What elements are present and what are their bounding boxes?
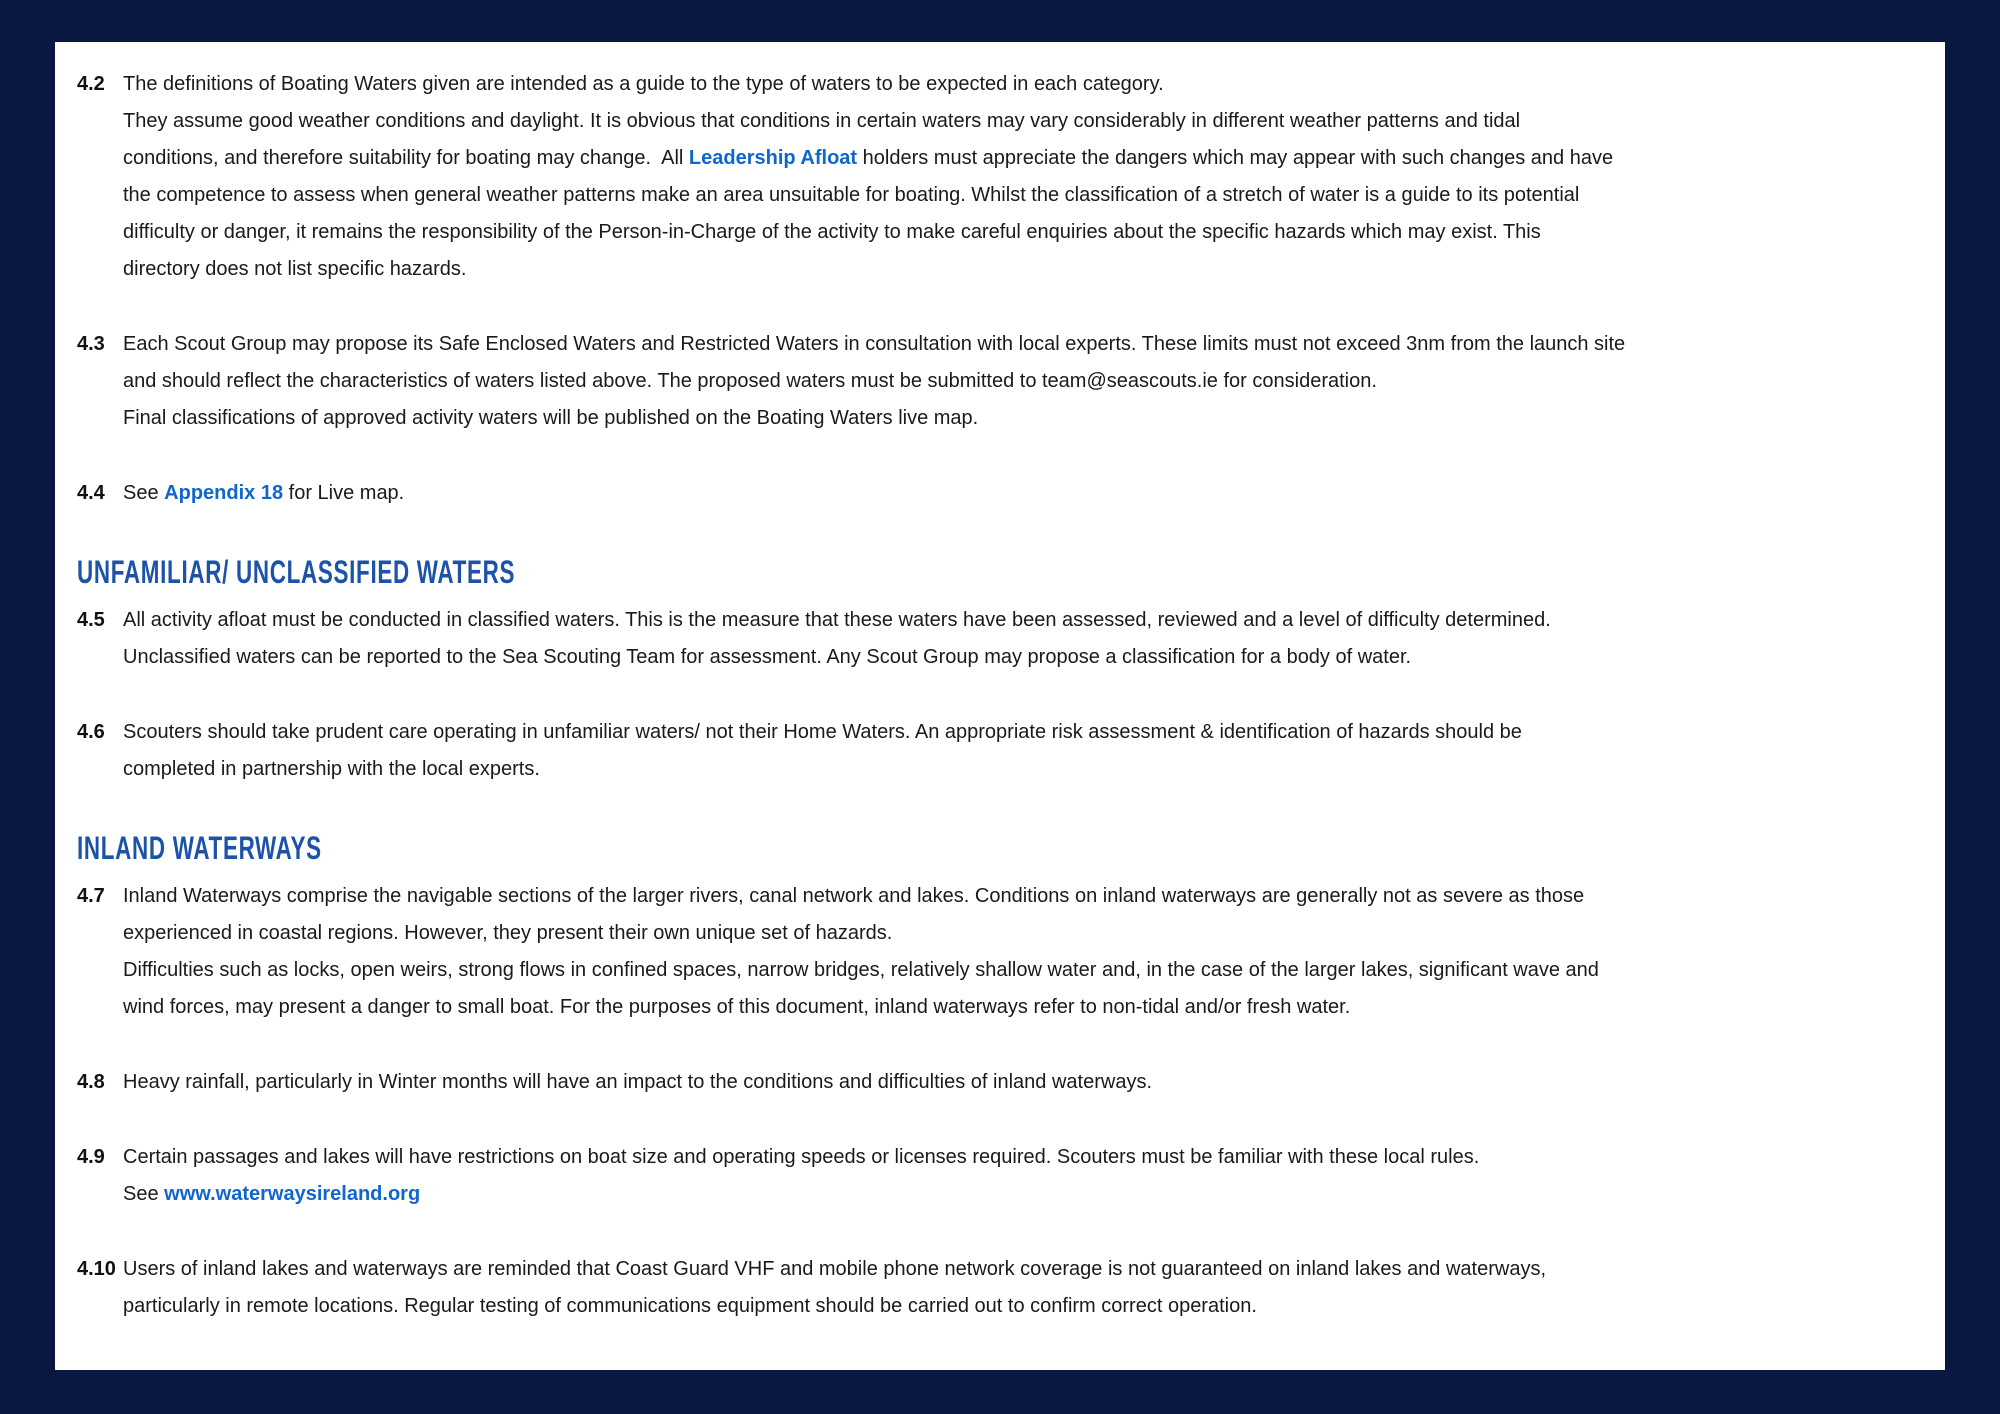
text-segment: holders must appreciate the dangers which may appear with such changes and have [857, 147, 1614, 169]
section-number: 4.8 [77, 1071, 105, 1093]
text-segment: See [123, 1183, 165, 1205]
text-segment: for Live map. [283, 482, 405, 504]
section-number: 4.4 [77, 482, 105, 504]
text-segment: Certain passages and lakes will have restrictions on boat size and operating speeds or licenses required. Scouters must be familiar with these local rules. [123, 1146, 1480, 1168]
text-segment: difficulty or danger, it remains the responsibility of the Person-in-Charge of the activity to make careful enquiries about the specific hazards which may exist. This [123, 221, 1541, 243]
text-segment: directory does not list specific hazards. [123, 258, 467, 280]
section-4-8 [77, 1064, 1919, 1101]
section-number: 4.9 [77, 1146, 105, 1168]
text-segment: Difficulties such as locks, open weirs, strong flows in confined spaces, narrow bridges, relatively shallow water and, in the case of the larger lakes, significant wave and [123, 959, 1599, 981]
text-line [123, 602, 1919, 639]
text-segment: the competence to assess when general weather patterns make an area unsuitable for boating. Whilst the classification of a stretch of water is a guide to its potential [123, 184, 1580, 206]
section-4-7 [77, 878, 1919, 1026]
section-4-4 [77, 475, 1919, 512]
text-segment: Each Scout Group may propose its Safe Enclosed Waters and Restricted Waters in consultation with local experts. These limits must not exceed 3nm from the launch site [123, 333, 1626, 355]
document-content [55, 42, 1945, 1325]
heading-text: INLAND WATERWAYS [77, 830, 322, 866]
text-line [123, 989, 1919, 1026]
text-segment: The definitions of Boating Waters given are intended as a guide to the type of waters to be expected in each category. [123, 73, 1164, 95]
text-segment: They assume good weather conditions and daylight. It is obvious that conditions in certain waters may vary considerably in different weather patterns and tidal [123, 110, 1521, 132]
section-number: 4.6 [77, 721, 105, 743]
text-line [123, 103, 1919, 140]
section-4-10 [77, 1251, 1919, 1325]
text-line [123, 915, 1919, 952]
text-segment: Unclassified waters can be reported to the Sea Scouting Team for assessment. Any Scout Group may propose a classification for a body of water. [123, 646, 1412, 668]
text-line [123, 140, 1919, 177]
text-segment: experienced in coastal regions. However, they present their own unique set of hazards. [123, 922, 893, 944]
document-page [55, 42, 1945, 1370]
section-4-5 [77, 602, 1919, 676]
section-4-2 [77, 66, 1919, 288]
section-4-9 [77, 1139, 1919, 1213]
text-line [123, 400, 1919, 437]
heading-unfamiliar-unclassified-waters [77, 550, 1919, 594]
section-number: 4.7 [77, 885, 105, 907]
text-line [123, 639, 1919, 676]
text-line [123, 1288, 1919, 1325]
section-4-6 [77, 714, 1919, 788]
text-line [123, 1251, 1919, 1288]
text-segment: See [123, 482, 165, 504]
text-line [123, 952, 1919, 989]
text-segment: completed in partnership with the local experts. [123, 758, 540, 780]
text-segment: particularly in remote locations. Regular testing of communications equipment should be carried out to confirm correct operation. [123, 1295, 1257, 1317]
heading-text: UNFAMILIAR/ UNCLASSIFIED WATERS [77, 554, 516, 590]
text-segment: conditions, and therefore suitability for boating may change. All [123, 147, 689, 169]
link-www-waterwaysireland-org[interactable]: www.waterwaysireland.org [164, 1183, 421, 1205]
text-line [123, 714, 1919, 751]
text-line [123, 1064, 1919, 1101]
text-segment: and should reflect the characteristics of waters listed above. The proposed waters must be submitted to team@seascouts.ie for consideration. [123, 370, 1377, 392]
text-line [123, 878, 1919, 915]
text-line [123, 1139, 1919, 1176]
text-line [123, 475, 1919, 512]
text-segment: Heavy rainfall, particularly in Winter months will have an impact to the conditions and difficulties of inland waterways. [123, 1071, 1153, 1093]
text-line [123, 1176, 1919, 1213]
text-line [123, 177, 1919, 214]
section-number: 4.5 [77, 609, 105, 631]
section-number: 4.10 [77, 1258, 116, 1280]
section-number: 4.2 [77, 73, 105, 95]
section-number: 4.3 [77, 333, 105, 355]
text-segment: Final classifications of approved activity waters will be published on the Boating Waters live map. [123, 407, 979, 429]
text-line [123, 214, 1919, 251]
text-segment: Inland Waterways comprise the navigable sections of the larger rivers, canal network and lakes. Conditions on inland waterways are generally not as severe as those [123, 885, 1585, 907]
text-segment: All activity afloat must be conducted in classified waters. This is the measure that these waters have been assessed, reviewed and a level of difficulty determined. [123, 609, 1551, 631]
section-4-3 [77, 326, 1919, 437]
text-line [123, 751, 1919, 788]
text-segment: Scouters should take prudent care operating in unfamiliar waters/ not their Home Waters. An appropriate risk assessment & identification of hazards should be [123, 721, 1522, 743]
text-segment: wind forces, may present a danger to small boat. For the purposes of this document, inland waterways refer to non-tidal and/or fresh water. [123, 996, 1351, 1018]
link-leadership-afloat[interactable]: Leadership Afloat [688, 147, 858, 169]
text-line [123, 363, 1919, 400]
text-line [123, 251, 1919, 288]
heading-inland-waterways [77, 826, 1919, 870]
text-line [123, 66, 1919, 103]
link-appendix-18[interactable]: Appendix 18 [164, 482, 284, 504]
text-segment: Users of inland lakes and waterways are reminded that Coast Guard VHF and mobile phone network coverage is not guaranteed on inland lakes and waterways, [123, 1258, 1547, 1280]
text-line [123, 326, 1919, 363]
